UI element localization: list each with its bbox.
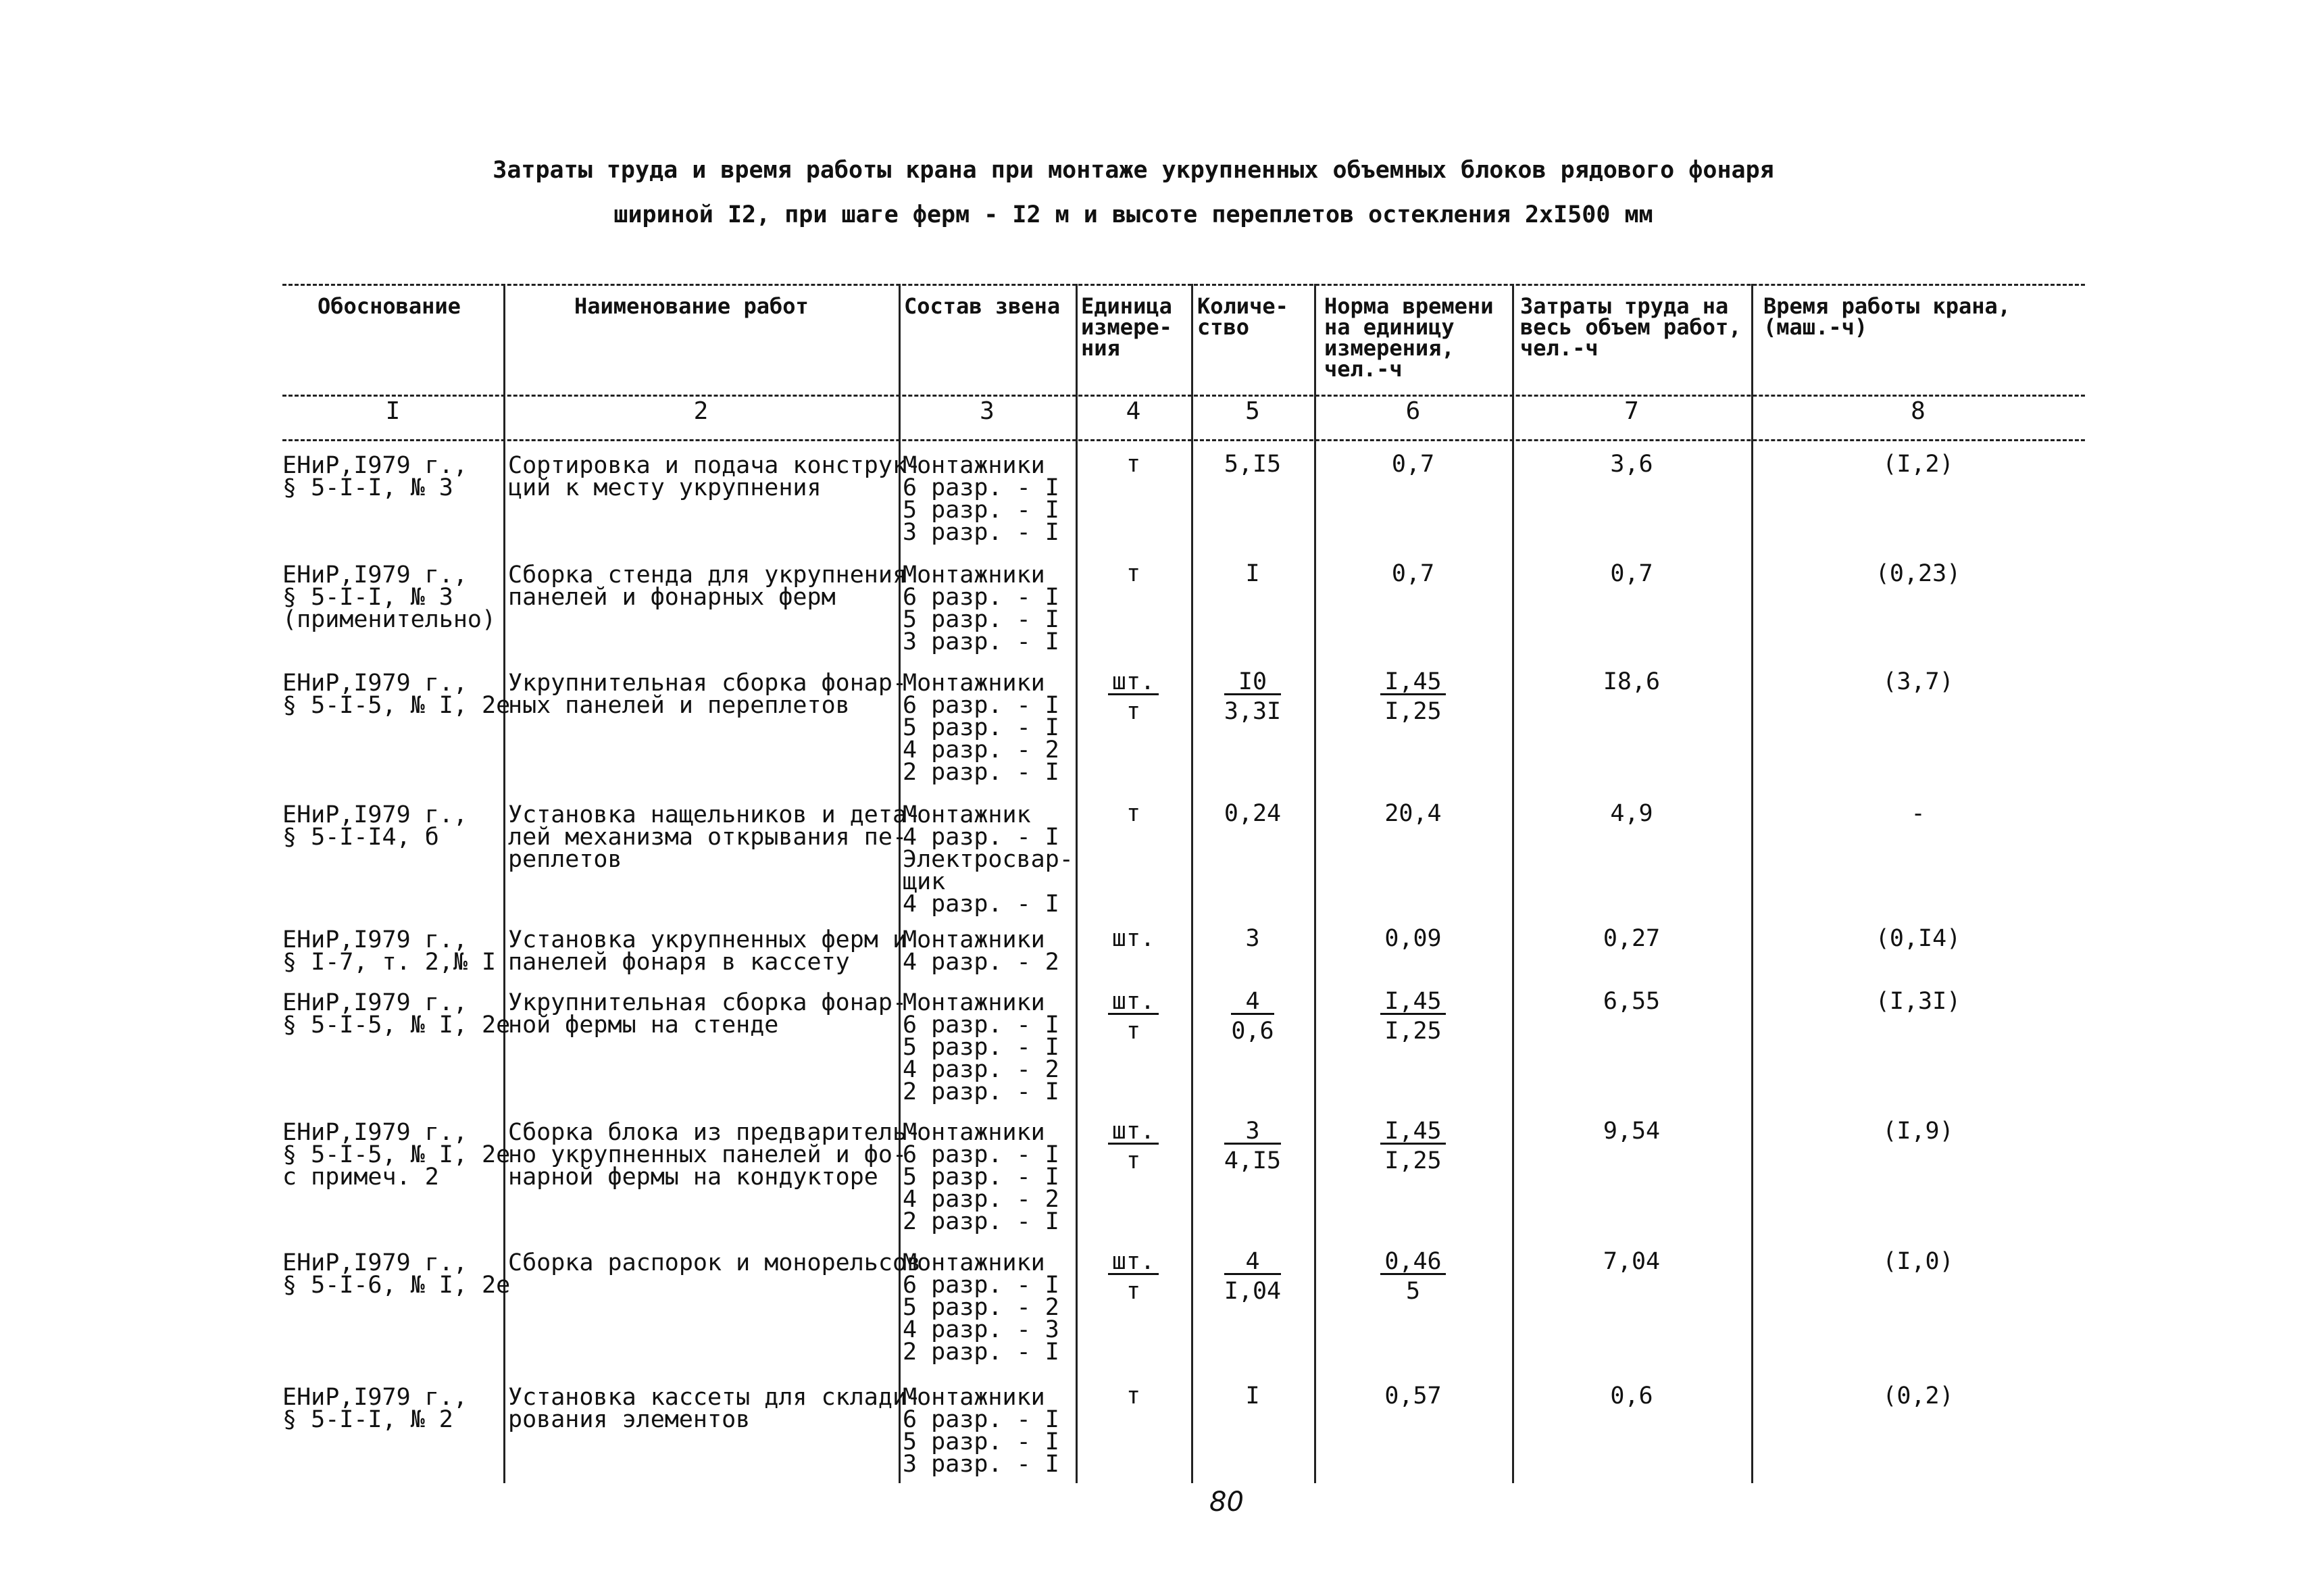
row-unit-denominator: т <box>1126 1147 1141 1174</box>
row-norm-fraction <box>1380 988 1445 1045</box>
row-quantity-fraction <box>1224 668 1282 725</box>
page-number: 80 <box>1209 1487 1244 1518</box>
row-unit-numerator: шт. <box>1108 991 1159 1015</box>
row-norm-numerator: I,45 <box>1380 671 1445 695</box>
row-labor: 3,6 <box>1610 451 1653 478</box>
row-work-name: Установка кассеты для склади- рования элементов <box>508 1384 922 1433</box>
row-norm-numerator: I,45 <box>1380 991 1445 1015</box>
row-quantity-denominator: 0,6 <box>1231 1018 1274 1045</box>
row-crew: Монтажники 6 разр. - I 5 разр. - 2 4 разр. - 3 2 разр. - I <box>903 1249 1059 1366</box>
row-quantity-numerator: 4 <box>1231 991 1274 1015</box>
row-labor: 7,04 <box>1603 1248 1661 1275</box>
header-col-name: Наименование работ <box>574 293 809 319</box>
header-col-crane: Время работы крана, (маш.-ч) <box>1763 293 2011 340</box>
row-norm: 0,7 <box>1391 560 1435 587</box>
row-crew: Монтажники 6 разр. - I 5 разр. - I 3 разр. - I <box>903 1384 1059 1478</box>
row-work-name: Установка укрупненных ферм и панелей фонаря в кассету <box>508 926 907 976</box>
row-norm-numerator: 0,46 <box>1380 1251 1445 1275</box>
row-crane-time: (I,0) <box>1882 1248 1954 1275</box>
row-quantity: 0,24 <box>1224 800 1282 827</box>
row-labor: 6,55 <box>1603 988 1661 1015</box>
row-norm-fraction <box>1380 1248 1445 1305</box>
row-unit <box>1076 668 1191 725</box>
row-norm-denominator: I,25 <box>1384 1018 1442 1045</box>
table-rule <box>282 395 2085 397</box>
header-col-labor: Затраты труда на весь объем работ, чел.-ч <box>1520 293 1742 361</box>
row-crane-time: (0,23) <box>1875 560 1961 587</box>
row-norm-denominator: I,25 <box>1384 698 1442 725</box>
row-unit-fraction <box>1108 988 1159 1045</box>
column-number: 6 <box>1405 397 1421 425</box>
row-labor: 4,9 <box>1610 800 1653 827</box>
row-quantity-denominator: 4,I5 <box>1224 1147 1282 1174</box>
row-quantity <box>1191 1120 1314 1172</box>
row-quantity-fraction <box>1224 1120 1281 1172</box>
row-labor: 0,7 <box>1610 560 1653 587</box>
row-norm-fraction <box>1380 1120 1445 1172</box>
column-separator <box>503 284 505 1483</box>
row-labor: 9,54 <box>1603 1118 1661 1145</box>
row-crane-time: (0,I4) <box>1875 925 1961 952</box>
row-work-name: Сборка стенда для укрупнения панелей и фонарных ферм <box>508 562 907 611</box>
row-norm <box>1314 1248 1512 1305</box>
table-rule <box>282 439 2085 441</box>
row-work-name: Сборка распорок и монорельсов <box>508 1249 922 1276</box>
row-basis: ЕНиР,I979 г., § 5-I-5, № I, 2е <box>282 670 511 719</box>
row-unit: т <box>1126 1382 1141 1410</box>
table-title-line-2: шириной I2, при шаге ферм - I2 м и высоте переплетов остекления 2xI500 мм <box>613 201 1653 228</box>
row-norm: 0,7 <box>1391 451 1435 478</box>
row-quantity: 5,I5 <box>1224 451 1282 478</box>
row-unit-numerator: шт. <box>1108 1251 1159 1275</box>
row-crane-time: - <box>1911 800 1926 827</box>
row-work-name: Сортировка и подача конструк- ций к месту укрупнения <box>508 452 922 501</box>
row-crew: Монтажники 4 разр. - 2 <box>903 926 1059 976</box>
row-basis: ЕНиР,I979 г., § 5-I-I, № 3 (применительно) <box>282 562 497 633</box>
row-quantity: I <box>1245 1382 1260 1410</box>
row-crew: Монтажники 6 разр. - I 5 разр. - I 4 разр. - 2 2 разр. - I <box>903 1119 1059 1235</box>
header-col-qty: Количе- ство <box>1197 293 1288 340</box>
row-unit-denominator: т <box>1126 698 1141 725</box>
row-quantity: 3 <box>1245 925 1260 952</box>
row-crane-time: (I,3I) <box>1875 988 1961 1015</box>
row-norm: 20,4 <box>1384 800 1442 827</box>
row-work-name: Укрупнительная сборка фонар- ной фермы на стенде <box>508 989 907 1039</box>
column-number: 8 <box>1911 397 1926 425</box>
row-quantity <box>1191 988 1314 1045</box>
row-quantity-numerator: 4 <box>1224 1251 1281 1275</box>
row-unit <box>1076 988 1191 1045</box>
column-number: 3 <box>980 397 995 425</box>
row-norm-fraction <box>1380 668 1445 725</box>
row-unit-numerator: шт. <box>1108 1120 1159 1145</box>
row-crew: Монтажники 6 разр. - I 5 разр. - I 4 разр. - 2 2 разр. - I <box>903 989 1059 1105</box>
row-crane-time: (0,2) <box>1882 1382 1954 1410</box>
row-unit-denominator: т <box>1126 1278 1141 1305</box>
header-col-basis: Обоснование <box>318 293 461 319</box>
row-crew: Монтажник 4 разр. - I Электросвар- щик 4 разр. - I <box>903 801 1074 918</box>
row-basis: ЕНиР,I979 г., § 5-I-I4, б <box>282 801 468 851</box>
row-quantity-fraction <box>1224 1248 1282 1305</box>
column-number: 4 <box>1126 397 1141 425</box>
row-norm: 0,09 <box>1384 925 1442 952</box>
row-basis: ЕНиР,I979 г., § 5-I-I, № 2 <box>282 1384 468 1433</box>
row-quantity <box>1191 1248 1314 1305</box>
row-labor: I8,6 <box>1603 668 1661 695</box>
row-norm <box>1314 668 1512 725</box>
row-quantity <box>1191 668 1314 725</box>
row-norm-denominator: I,25 <box>1384 1147 1442 1174</box>
column-number: 2 <box>693 397 709 425</box>
row-unit: т <box>1126 560 1141 587</box>
row-labor: 0,6 <box>1610 1382 1653 1410</box>
table-title-line-1: Затраты труда и время работы крана при монтаже укрупненных объемных блоков рядового фонаря <box>493 157 1774 184</box>
row-norm <box>1314 1120 1512 1172</box>
row-crew: Монтажники 6 разр. - I 5 разр. - I 3 разр. - I <box>903 562 1059 655</box>
row-basis: ЕНиР,I979 г., § 5-I-6, № I, 2е <box>282 1249 511 1299</box>
row-unit-denominator: т <box>1126 1018 1141 1045</box>
row-work-name: Сборка блока из предваритель- но укрупненных панелей и фо- нарной фермы на кондукторе <box>508 1119 922 1191</box>
row-quantity: I <box>1245 560 1260 587</box>
row-norm-numerator: I,45 <box>1380 1120 1445 1145</box>
row-unit: т <box>1126 451 1141 478</box>
header-col-crew: Состав звена <box>904 293 1061 319</box>
row-crane-time: (3,7) <box>1882 668 1954 695</box>
column-number: 7 <box>1624 397 1639 425</box>
table-rule <box>282 284 2085 286</box>
row-unit-fraction <box>1108 668 1159 725</box>
row-crew: Монтажники 6 разр. - I 5 разр. - I 3 разр. - I <box>903 452 1059 546</box>
row-basis: ЕНиР,I979 г., § 5-I-5, № I, 2е с примеч. 2 <box>282 1119 511 1191</box>
row-work-name: Установка нащельников и дета- лей механизма открывания пе- реплетов <box>508 801 922 873</box>
row-work-name: Укрупнительная сборка фонар- ных панелей и переплетов <box>508 670 907 719</box>
row-unit: шт. <box>1111 925 1155 952</box>
row-quantity-denominator: 3,3I <box>1224 698 1282 725</box>
row-labor: 0,27 <box>1603 925 1661 952</box>
row-quantity-fraction <box>1231 988 1274 1045</box>
column-number: I <box>385 397 401 425</box>
row-crew: Монтажники 6 разр. - I 5 разр. - I 4 разр. - 2 2 разр. - I <box>903 670 1059 786</box>
row-quantity-numerator: I0 <box>1224 671 1281 695</box>
row-unit: т <box>1126 800 1141 827</box>
header-col-norm: Норма времени на единицу измерения, чел.-ч <box>1324 293 1494 382</box>
row-norm <box>1314 988 1512 1045</box>
row-unit-fraction <box>1108 1120 1159 1172</box>
row-quantity-denominator: I,04 <box>1224 1278 1282 1305</box>
header-col-unit: Единица измере- ния <box>1081 293 1172 361</box>
row-crane-time: (I,9) <box>1882 1118 1954 1145</box>
row-quantity-numerator: 3 <box>1224 1120 1281 1145</box>
row-basis: ЕНиР,I979 г., § I-7, т. 2,№ I <box>282 926 497 976</box>
row-unit <box>1076 1120 1191 1172</box>
row-norm-denominator: 5 <box>1405 1278 1421 1305</box>
row-crane-time: (I,2) <box>1882 451 1954 478</box>
row-basis: ЕНиР,I979 г., § 5-I-5, № I, 2е <box>282 989 511 1039</box>
row-basis: ЕНиР,I979 г., § 5-I-I, № 3 <box>282 452 468 501</box>
row-norm: 0,57 <box>1384 1382 1442 1410</box>
column-number: 5 <box>1245 397 1260 425</box>
row-unit-fraction <box>1108 1248 1159 1305</box>
row-unit-numerator: шт. <box>1108 671 1159 695</box>
row-unit <box>1076 1248 1191 1305</box>
